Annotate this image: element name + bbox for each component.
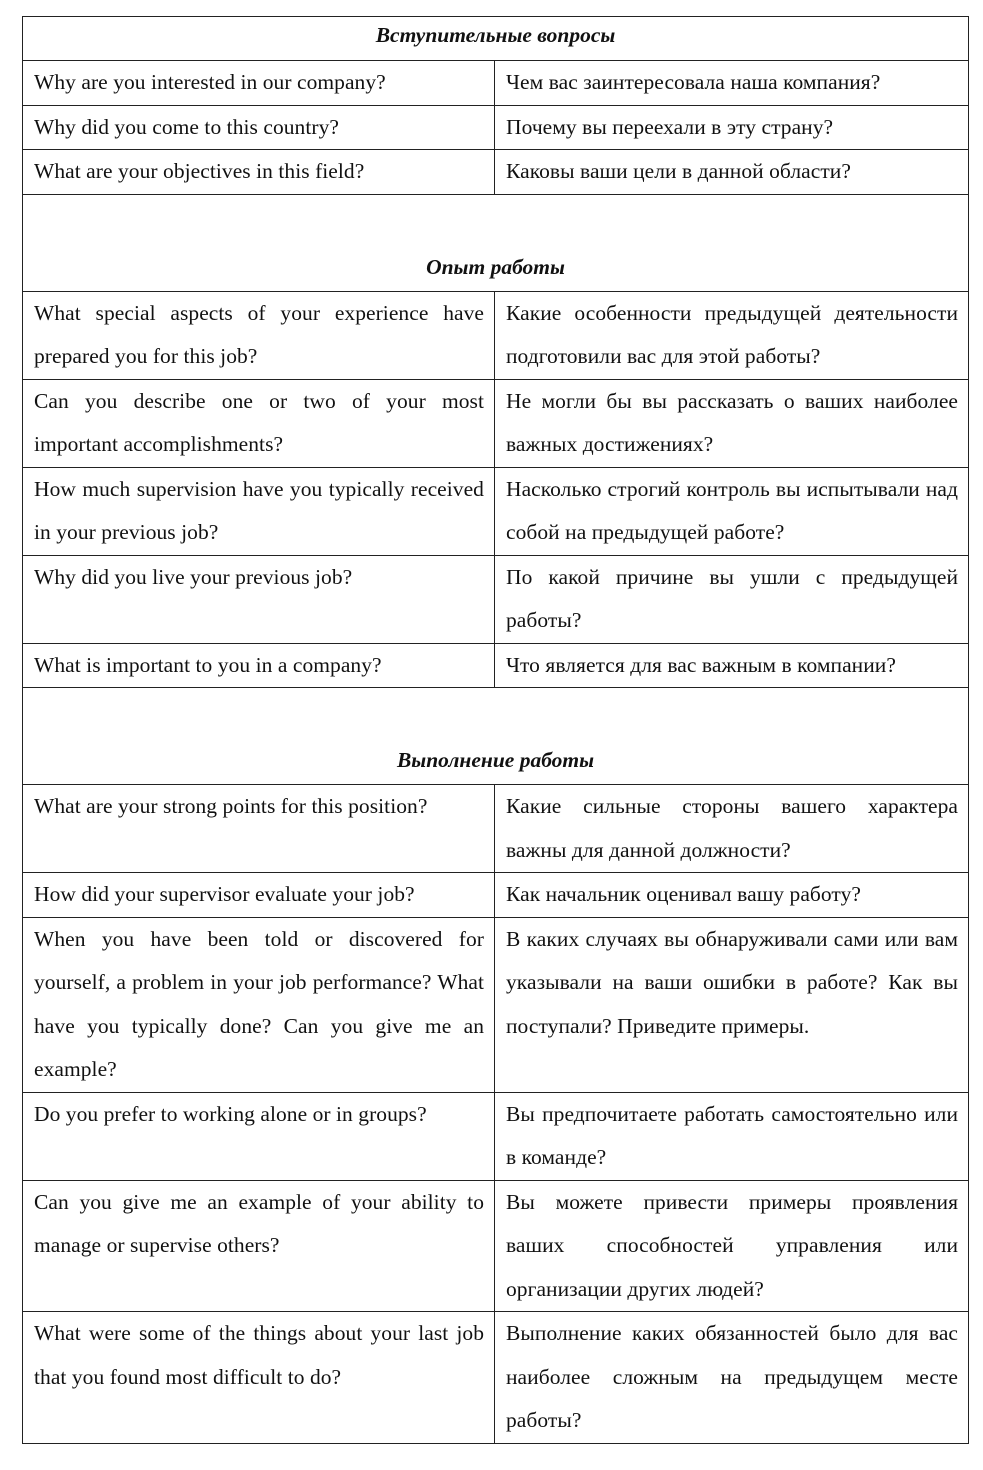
russian-translation: Какие сильные стороны вашего характера важны для данной должности? — [495, 785, 969, 873]
english-question: What were some of the things about your last job that you found most difficult to do? — [23, 1312, 495, 1444]
table-row — [23, 917, 969, 1092]
russian-translation: Чем вас заинтересовала наша компания? — [495, 61, 969, 106]
section-header-row — [23, 194, 969, 291]
table-row — [23, 467, 969, 555]
english-question: How did your supervisor evaluate your job? — [23, 873, 495, 918]
russian-translation: Почему вы переехали в эту страну? — [495, 105, 969, 150]
russian-translation: Вы можете привести примеры проявления ваших способностей управления или организации других людей? — [495, 1180, 969, 1312]
russian-translation: Насколько строгий контроль вы испытывали над собой на предыдущей работе? — [495, 467, 969, 555]
table-row — [23, 379, 969, 467]
russian-translation: Выполнение каких обязанностей было для вас наиболее сложным на предыдущем месте работы? — [495, 1312, 969, 1444]
section-header-row — [23, 688, 969, 785]
table-row — [23, 873, 969, 918]
section-header-row — [23, 17, 969, 61]
russian-translation: Что является для вас важным в компании? — [495, 643, 969, 688]
table-row — [23, 643, 969, 688]
english-question: Why did you live your previous job? — [23, 555, 495, 643]
english-question: When you have been told or discovered for yourself, a problem in your job performance? What have you typically done? Can you give me an example? — [23, 917, 495, 1092]
english-question: What is important to you in a company? — [23, 643, 495, 688]
russian-translation: По какой причине вы ушли с предыдущей работы? — [495, 555, 969, 643]
russian-translation: Как начальник оценивал вашу работу? — [495, 873, 969, 918]
english-question: What are your strong points for this position? — [23, 785, 495, 873]
russian-translation: Какие особенности предыдущей деятельности подготовили вас для этой работы? — [495, 291, 969, 379]
english-question: Why did you come to this country? — [23, 105, 495, 150]
table-row — [23, 105, 969, 150]
interview-questions-document — [22, 16, 968, 1444]
english-question: How much supervision have you typically received in your previous job? — [23, 467, 495, 555]
russian-translation: Вы предпочитаете работать самостоятельно или в команде? — [495, 1092, 969, 1180]
table-row — [23, 1312, 969, 1444]
english-question: What are your objectives in this field? — [23, 150, 495, 195]
russian-translation: В каких случаях вы обнаруживали сами или вам указывали на ваши ошибки в работе? Как вы поступали? Приведите примеры. — [495, 917, 969, 1092]
table-row — [23, 150, 969, 195]
russian-translation: Не могли бы вы рассказать о ваших наиболее важных достижениях? — [495, 379, 969, 467]
section-title: Опыт работы — [23, 194, 969, 291]
english-question: What special aspects of your experience have prepared you for this job? — [23, 291, 495, 379]
table-row — [23, 1092, 969, 1180]
russian-translation: Каковы ваши цели в данной области? — [495, 150, 969, 195]
english-question: Can you give me an example of your ability to manage or supervise others? — [23, 1180, 495, 1312]
table-row — [23, 291, 969, 379]
interview-questions-table — [22, 16, 969, 1444]
english-question: Can you describe one or two of your most important accomplishments? — [23, 379, 495, 467]
table-row — [23, 61, 969, 106]
section-title: Вступительные вопросы — [23, 17, 969, 61]
english-question: Do you prefer to working alone or in groups? — [23, 1092, 495, 1180]
english-question: Why are you interested in our company? — [23, 61, 495, 106]
section-title: Выполнение работы — [23, 688, 969, 785]
table-row — [23, 785, 969, 873]
table-row — [23, 1180, 969, 1312]
table-row — [23, 555, 969, 643]
